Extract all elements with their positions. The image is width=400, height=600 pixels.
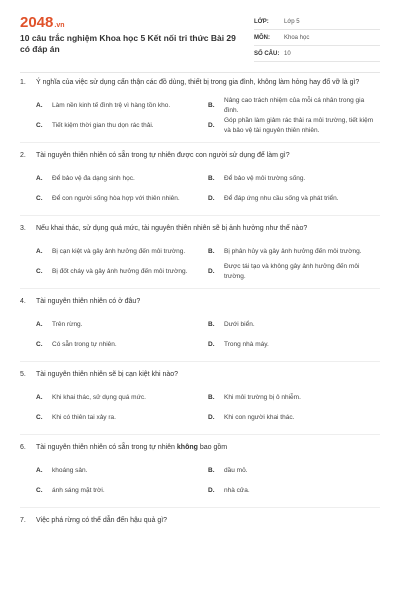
option-label: B. (208, 394, 215, 401)
option-text: Khi con người khai thác. (224, 414, 295, 421)
option-label: A. (36, 321, 43, 328)
option-text: Góp phần làm giảm rác thải ra môi trường, tiết kiệm và bảo vệ tài nguyên thiên nhiên. (224, 117, 374, 134)
question-text: Ý nghĩa của việc sử dụng cẩn thận các đồ dùng, thiết bị trong gia đình, không làm hỏng hay đổ vỡ là gì? (36, 79, 360, 86)
question-3 (20, 224, 380, 282)
question-text (36, 443, 227, 453)
site-logo[interactable] (20, 14, 65, 31)
question-list (20, 78, 380, 526)
option-c[interactable] (20, 408, 192, 428)
question-divider (20, 215, 380, 216)
option-text: Để đáp ứng nhu cầu sống và phát triển. (224, 195, 339, 202)
option-label: C. (36, 487, 43, 494)
option-label: B. (208, 175, 215, 182)
meta-row-count (254, 46, 380, 62)
logo-main: 2048 (20, 14, 54, 31)
option-text: Để bảo vệ đa dạng sinh học. (52, 175, 135, 182)
option-c[interactable] (20, 189, 192, 209)
question-1 (20, 78, 380, 136)
question-text-end: bao gồm (197, 444, 228, 451)
option-text: Để bảo vệ môi trường sống. (224, 175, 306, 182)
option-label: B. (208, 102, 215, 109)
page-title: 10 câu trắc nghiệm Khoa học 5 Kết nối tri thức Bài 29 có đáp án (20, 33, 236, 54)
option-text: Khi khai thác, sử dụng quá mức. (52, 394, 146, 401)
option-b[interactable] (192, 315, 380, 335)
option-b[interactable] (192, 169, 380, 189)
question-7 (20, 516, 380, 526)
option-text: ánh sáng mặt trời. (52, 487, 105, 494)
option-label: A. (36, 175, 43, 182)
option-label: B. (208, 467, 215, 474)
meta-key: MÔN: (254, 34, 270, 41)
question-text: Tài nguyên thiên nhiên có sẵn trong tự nhiên được con người sử dụng để làm gì? (36, 152, 290, 159)
meta-value: Lớp 5 (284, 18, 300, 25)
option-d[interactable] (192, 189, 380, 209)
option-text: Trên rừng. (52, 321, 83, 328)
option-text: Được tái tạo và không gây ảnh hưởng đến môi trường. (224, 263, 360, 280)
option-text: Dưới biển. (224, 321, 255, 328)
question-divider (20, 142, 380, 143)
option-text: Để con người sống hòa hợp với thiên nhiên. (52, 195, 180, 202)
option-text: khoáng sản. (52, 467, 88, 474)
meta-value: 10 (284, 50, 291, 57)
meta-key: SỐ CÂU: (254, 50, 280, 57)
option-b[interactable] (192, 461, 380, 481)
option-a[interactable] (20, 461, 192, 481)
option-label: D. (208, 487, 215, 494)
question-divider (20, 434, 380, 435)
option-label: A. (36, 394, 43, 401)
meta-row-grade (254, 14, 380, 30)
option-label: C. (36, 195, 43, 202)
option-label: A. (36, 467, 43, 474)
question-text: Việc phá rừng có thể dẫn đến hậu quả gì? (36, 517, 168, 524)
option-text: Bị đốt cháy và gây ảnh hưởng đến môi trường. (52, 268, 188, 275)
meta-panel (254, 14, 380, 62)
question-text: Nếu khai thác, sử dụng quá mức, tài nguyên thiên nhiên sẽ bị ảnh hưởng như thế nào? (36, 225, 308, 232)
option-c[interactable] (20, 116, 192, 136)
option-b[interactable] (192, 242, 380, 262)
option-text: Làm nền kinh tế đình trệ vì hàng tồn kho. (52, 102, 171, 109)
option-label: A. (36, 102, 43, 109)
question-divider (20, 507, 380, 508)
question-text: Tài nguyên thiên nhiên có ở đâu? (36, 298, 141, 305)
option-c[interactable] (20, 481, 192, 501)
question-divider (20, 288, 380, 289)
question-number: 7. (20, 517, 26, 524)
meta-row-subject (254, 30, 380, 46)
option-label: C. (36, 414, 43, 421)
option-d[interactable] (192, 481, 380, 501)
page-header (0, 0, 400, 66)
question-number: 1. (20, 79, 26, 86)
question-5 (20, 370, 380, 428)
option-label: C. (36, 341, 43, 348)
question-2 (20, 151, 380, 209)
question-4 (20, 297, 380, 355)
option-d[interactable] (192, 116, 380, 136)
option-d[interactable] (192, 262, 380, 282)
option-a[interactable] (20, 96, 192, 116)
header-divider (20, 72, 380, 73)
option-text: Bị cạn kiệt và gây ảnh hưởng đến môi trường. (52, 248, 186, 255)
option-label: A. (36, 248, 43, 255)
option-text: nhà cửa. (224, 487, 250, 494)
option-c[interactable] (20, 335, 192, 355)
option-text: Nâng cao trách nhiệm của mỗi cá nhân trong gia đình. (224, 97, 365, 114)
question-text-emphasis: không (176, 444, 198, 451)
option-label: D. (208, 414, 215, 421)
logo-suffix: .vn (54, 22, 65, 29)
meta-value: Khoa học (284, 34, 310, 41)
option-label: D. (208, 341, 215, 348)
option-d[interactable] (192, 335, 380, 355)
option-text: Có sẵn trong tự nhiên. (52, 341, 117, 348)
question-number: 4. (20, 298, 26, 305)
question-divider (20, 361, 380, 362)
question-number: 5. (20, 371, 26, 378)
option-text: Khi có thiên tai xảy ra. (52, 414, 116, 421)
option-b[interactable] (192, 96, 380, 116)
question-text: Tài nguyên thiên nhiên sẽ bị cạn kiệt khi nào? (36, 371, 179, 378)
option-text: Khi môi trường bị ô nhiễm. (224, 394, 301, 401)
option-a[interactable] (20, 169, 192, 189)
option-c[interactable] (20, 262, 192, 282)
option-a[interactable] (20, 315, 192, 335)
option-label: B. (208, 321, 215, 328)
option-label: D. (208, 268, 215, 275)
option-a[interactable] (20, 242, 192, 262)
question-number: 6. (20, 444, 26, 451)
option-text: Trong nhà máy. (224, 341, 269, 348)
question-text-start: Tài nguyên thiên nhiên có sẵn trong tự nhiên (36, 444, 177, 451)
meta-key: LỚP: (254, 18, 269, 25)
option-label: C. (36, 268, 43, 275)
option-b[interactable] (192, 388, 380, 408)
option-label: B. (208, 248, 215, 255)
question-6 (20, 443, 380, 501)
option-a[interactable] (20, 388, 192, 408)
option-text: dầu mỏ. (224, 467, 248, 474)
option-d[interactable] (192, 408, 380, 428)
option-text: Bị phân hủy và gây ảnh hưởng đến môi trường. (224, 248, 362, 255)
option-text: Tiết kiệm thời gian thu dọn rác thải. (52, 122, 154, 129)
question-number: 3. (20, 225, 26, 232)
option-label: D. (208, 122, 215, 129)
option-label: C. (36, 122, 43, 129)
question-number: 2. (20, 152, 26, 159)
option-label: D. (208, 195, 215, 202)
